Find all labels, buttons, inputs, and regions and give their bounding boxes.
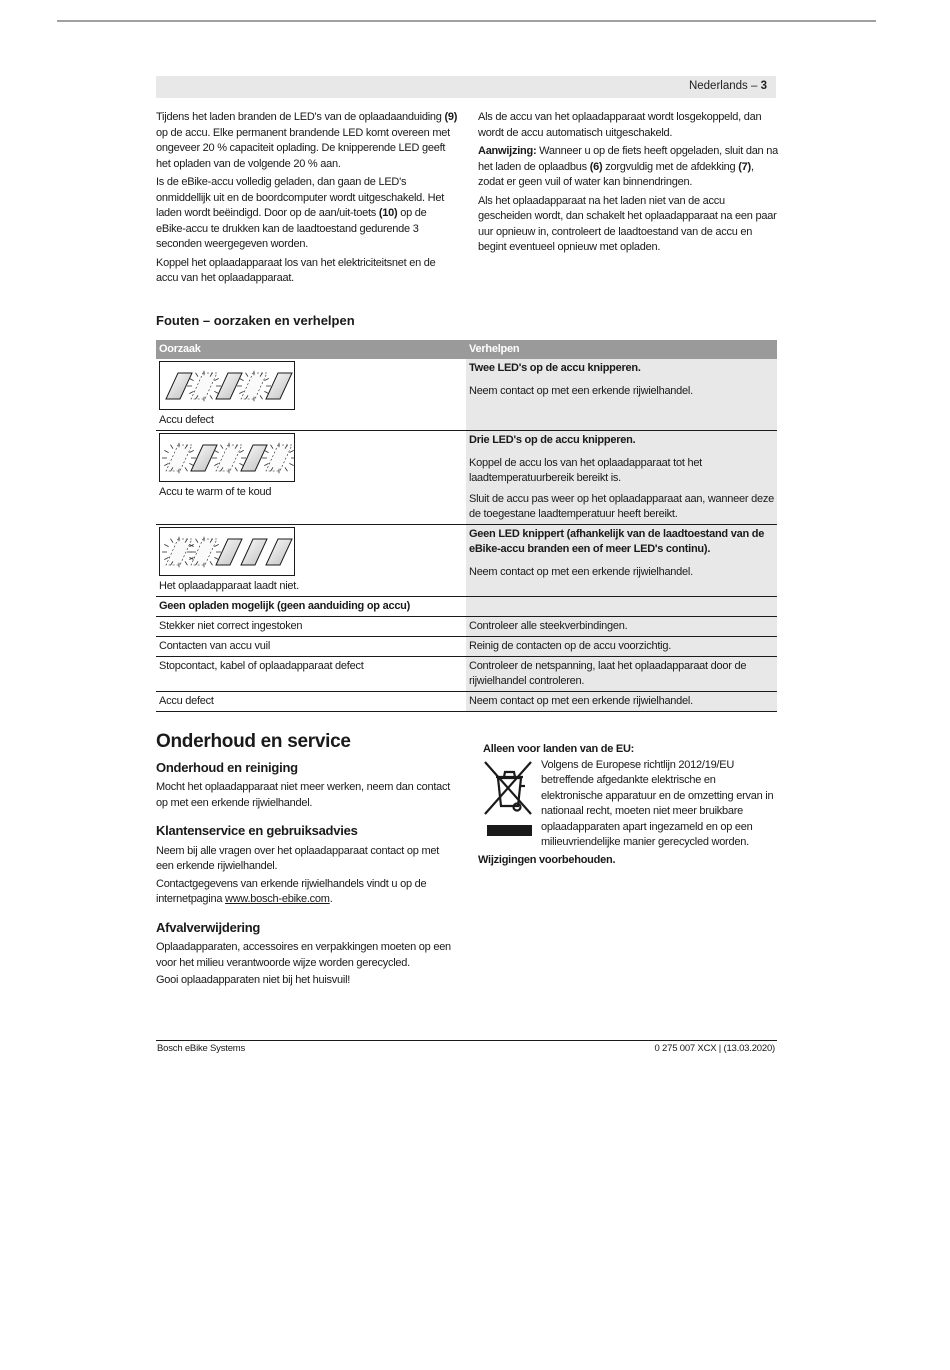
fix-cell: Reinig de contacten op de accu voorzichtig. xyxy=(466,637,777,657)
disposal-title: Afvalverwijdering xyxy=(156,919,261,935)
cause-text: Het oplaadapparaat laadt niet. xyxy=(159,580,299,592)
cause-cell xyxy=(156,359,466,431)
column-header-cause: Oorzaak xyxy=(156,340,466,359)
page-language-number xyxy=(689,80,767,92)
changes-reserved: Wijzigingen voorbehouden. xyxy=(478,853,616,866)
ref-6: (6) xyxy=(589,160,603,173)
led-blink xyxy=(162,443,196,474)
eu-text: Volgens de Europese richtlijn 2012/19/EU betreffende afgedankte elektrische en elektronische apparatuur en de omzetting ervan in nationaal recht, moeten niet meer bruikbare oplaadapparaten apart ingezameld en op een milieuvriendelijke manier gerecycled worden. xyxy=(541,758,774,848)
intro-left-p3: Koppel het oplaadapparaat los van het elektriciteitsnet en de accu van het oplaadapparaat. xyxy=(156,256,436,284)
fix-text: Neem contact op met een erkende rijwielhandel. xyxy=(469,385,693,397)
column-header-fix: Verhelpen xyxy=(466,340,777,359)
ref-7: (7) xyxy=(738,160,751,173)
table-row xyxy=(156,692,777,712)
intro-left-column xyxy=(156,110,458,290)
cause-cell xyxy=(156,525,466,597)
maintenance-title: Onderhoud en reiniging xyxy=(156,759,298,775)
fix-cell xyxy=(466,359,777,431)
disposal-warning: Gooi oplaadapparaten niet bij het huisvuil! xyxy=(156,974,351,986)
faults-table-header xyxy=(156,340,777,359)
faults-table xyxy=(156,340,777,712)
service-section xyxy=(156,731,458,991)
footer-company: Bosch eBike Systems xyxy=(157,1043,246,1054)
fix-cell-empty xyxy=(466,597,777,617)
intro-right-p1: Als de accu van het oplaadapparaat wordt losgekoppeld, dan wordt de accu automatisch uitgeschakeld. xyxy=(478,111,762,139)
page-header xyxy=(156,76,776,98)
customer-service-title: Klantenservice en gebruiksadvies xyxy=(156,823,358,838)
cause-cell: Stopcontact, kabel of oplaadapparaat defect xyxy=(156,657,466,692)
table-row xyxy=(156,657,777,692)
fix-title: Twee LED's op de accu knipperen. xyxy=(469,362,641,374)
footer-document-id: 0 275 007 XCX | (13.03.2020) xyxy=(654,1043,775,1054)
cause-text: Accu defect xyxy=(159,414,214,426)
cause-cell: Contacten van accu vuil xyxy=(156,637,466,657)
fix-cell xyxy=(466,525,777,597)
bosch-ebike-link[interactable]: www.bosch-ebike.com xyxy=(225,893,330,905)
led-on xyxy=(266,539,292,565)
table-row xyxy=(156,617,777,637)
led-indicator-icon xyxy=(159,361,295,410)
ref-10: (10) xyxy=(378,207,398,219)
fix-text: Sluit de accu pas weer op het oplaadapparaat aan, wanneer deze de toegestane laadtemperatuur heeft bereikt. xyxy=(469,493,774,520)
fix-text: Koppel de accu los van het oplaadapparaat tot het laadtemperatuurbereik bereikt is. xyxy=(469,457,702,484)
fix-text: Neem contact op met een erkende rijwielhandel. xyxy=(469,566,693,578)
crossed-out-wheelie-bin-icon xyxy=(483,758,537,851)
footer-rule xyxy=(156,1040,777,1041)
intro-right-column xyxy=(478,110,778,259)
led-indicator-icon xyxy=(159,433,295,482)
intro-left-p2: Is de eBike-accu volledig geladen, dan gaan de LED's onmiddellijk uit en de boordcomputer wordt uitgeschakeld. Het laden wordt beëindigd. Door op de aan/uit-toets (10) op de eBike-accu te drukken kan de laadtoestand gedurende 3 seconden weergegeven worden. xyxy=(156,176,445,250)
fix-cell xyxy=(466,431,777,525)
led-indicator-icon xyxy=(159,527,295,576)
intro-left-p1: Tijdens het laden branden de LED's van de oplaadaanduiding (9) op de accu. Elke permanent brandende LED komt overeen met ongeveer 20 % capaciteit oplading. De knipperende LED geeft het opladen van de volgende 20 % aan. xyxy=(156,111,458,170)
maintenance-text: Mocht het oplaadapparaat niet meer werken, neem dan contact op met een erkende rijwielhandel. xyxy=(156,781,451,809)
led-on xyxy=(241,539,267,565)
customer-service-contact: Contactgegevens van erkende rijwielhandels vindt u op de internetpagina www.bosch-ebike.com. xyxy=(156,877,427,905)
intro-right-p3: Als het oplaadapparaat na het laden niet van de accu gescheiden wordt, dan schakelt het oplaadapparaat na een paar uur opnieuw in, controleert de laadtoestand van de accu en begint eventueel opnieuw met opladen. xyxy=(478,194,777,253)
fix-title: Geen LED knippert (afhankelijk van de laadtoestand van de eBike-accu branden een of meer LED's continu). xyxy=(469,528,765,555)
top-rule xyxy=(57,20,876,22)
fix-cell: Controleer alle steekverbindingen. xyxy=(466,617,777,637)
cause-cell xyxy=(156,431,466,525)
fix-cell: Neem contact op met een erkende rijwielhandel. xyxy=(466,692,777,712)
cause-cell: Stekker niet correct ingestoken xyxy=(156,617,466,637)
fix-cell: Controleer de netspanning, laat het oplaadapparaat door de rijwielhandel controleren. xyxy=(466,657,777,692)
eu-section xyxy=(478,742,778,868)
table-row xyxy=(156,431,777,525)
table-row xyxy=(156,637,777,657)
separator: – xyxy=(750,80,758,92)
cause-cell: Accu defect xyxy=(156,692,466,712)
customer-service-text: Neem bij alle vragen over het oplaadapparaat contact op met een erkende rijwielhandel. xyxy=(156,844,440,872)
led-blink xyxy=(212,443,246,474)
language-label: Nederlands xyxy=(688,80,748,92)
service-title: Onderhoud en service xyxy=(156,731,351,752)
intro-right-note: Aanwijzing: Wanneer u op de fiets heeft opgeladen, sluit dan na het laden de oplaadbus (6) zorgvuldig met de afdekking (7), zodat er geen vuil of water kan binnendringen. xyxy=(478,145,778,188)
cause-text: Accu te warm of te koud xyxy=(159,486,272,498)
page-number: 3 xyxy=(760,80,767,92)
group-title: Geen opladen mogelijk (geen aanduiding op accu) xyxy=(156,597,466,617)
led-blink xyxy=(187,371,221,402)
table-row xyxy=(156,525,777,597)
disposal-text: Oplaadapparaten, accessoires en verpakkingen moeten op een voor het milieu verantwoorde wijze worden gerecycled. xyxy=(156,941,451,969)
faults-title: Fouten – oorzaken en verhelpen xyxy=(156,313,355,328)
eu-title: Alleen voor landen van de EU: xyxy=(483,743,635,755)
ref-9: (9) xyxy=(444,111,458,123)
led-blink xyxy=(262,443,294,474)
note-label: Aanwijzing: xyxy=(478,145,537,157)
table-group-row xyxy=(156,597,777,617)
table-row xyxy=(156,359,777,431)
eu-body xyxy=(483,758,778,851)
led-blink xyxy=(237,371,271,402)
fix-title: Drie LED's op de accu knipperen. xyxy=(469,434,636,446)
